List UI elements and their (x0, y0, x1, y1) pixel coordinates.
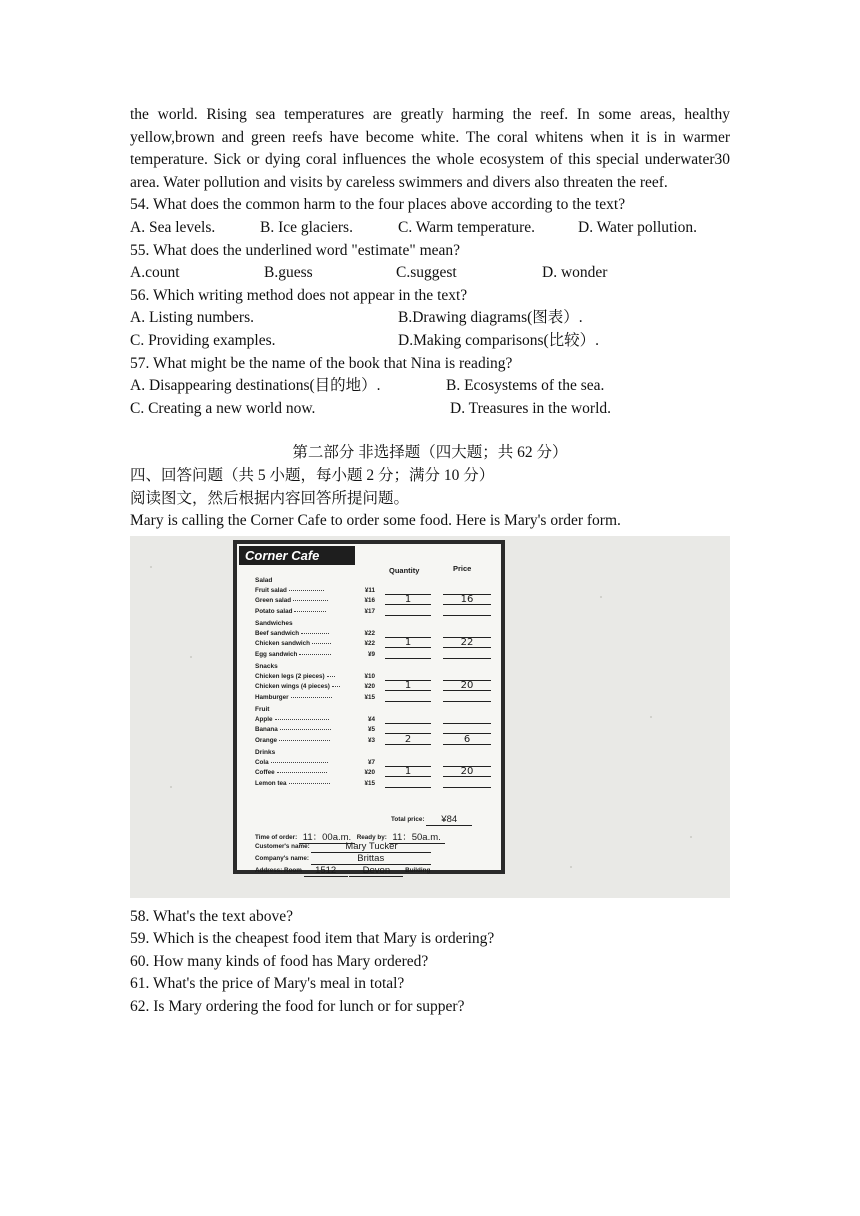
menu-item (255, 630, 375, 637)
menu-item (255, 587, 375, 594)
question-62: 62. Is Mary ordering the food for lunch or for supper? (130, 998, 465, 1016)
menu-item-name: Chicken legs (2 pieces) (255, 672, 325, 680)
option-a: A.count (130, 264, 180, 282)
option-b: B.Drawing diagrams(图表）. (398, 309, 583, 327)
option-c: C. Creating a new world now. (130, 399, 316, 417)
quantity-field: 1 (385, 767, 431, 777)
menu-item-price: ¥20 (364, 769, 375, 777)
menu-item-price: ¥4 (367, 715, 375, 723)
menu-item-price: ¥7 (367, 758, 375, 766)
total-price (391, 814, 472, 826)
order-form-card (233, 540, 505, 874)
quantity-field (385, 778, 431, 788)
menu-item-name: Orange (255, 736, 278, 744)
menu-item (255, 597, 375, 604)
menu-item (255, 694, 375, 701)
menu-item-name: Chicken wings (4 pieces) (255, 683, 330, 691)
menu-section-title: Drinks (255, 748, 276, 756)
quantity-field (385, 724, 431, 734)
menu-item-name: Banana (255, 726, 278, 734)
time-value: 11：00a.m. (299, 829, 355, 844)
menu-item (255, 759, 375, 766)
company-label: Company's name: (255, 854, 309, 862)
section-four-title: 四、回答问题（共 5 小题，每小题 2 分；满分 10 分） (130, 466, 495, 484)
menu-item (255, 683, 375, 690)
menu-item-name: Hamburger (255, 693, 289, 701)
menu-section-title: Sandwiches (255, 619, 293, 627)
question-56: 56. Which writing method does not appear in the text? (130, 286, 468, 304)
option-c: C. Warm temperature. (398, 218, 536, 236)
quantity-field: 1 (385, 681, 431, 691)
menu-section-title: Snacks (255, 662, 278, 670)
time-label: Time of order: (255, 833, 298, 841)
passage-paragraph: the world. Rising sea temperatures are greatly harming the reef. In some areas, healthy yellow,brown and green reefs have become white. The coral whitens when it is in warmer temperature. Sick or dying coral influences the whole ecosystem of this special underwater30 area. Water pollution and visits by careless swimmers and divers also threaten the reef. (130, 106, 730, 191)
price-field: 20 (443, 681, 491, 691)
price-field (443, 671, 491, 681)
options-57-row2 (130, 398, 730, 421)
company-value: Brittas (311, 853, 431, 865)
ready-label: Ready by: (356, 833, 387, 841)
price-field (443, 649, 491, 659)
menu-section-title: Salad (255, 576, 273, 584)
option-a: A. Sea levels. (130, 218, 216, 236)
quantity-field (385, 585, 431, 595)
price-header: Price (453, 563, 472, 573)
menu-item (255, 651, 375, 658)
menu-item-price: ¥20 (364, 683, 375, 691)
option-c: C.suggest (396, 264, 457, 282)
menu-item-price: ¥9 (367, 650, 375, 658)
option-b: B. Ice glaciers. (260, 218, 353, 236)
price-field (443, 757, 491, 767)
menu-item-price: ¥11 (364, 586, 375, 594)
question-61: 61. What's the price of Mary's meal in total? (130, 975, 405, 993)
menu-item-price: ¥17 (364, 607, 375, 615)
menu-item (255, 608, 375, 615)
menu-item-name: Potato salad (255, 607, 293, 615)
address-row (255, 865, 430, 877)
menu-item-price: ¥16 (364, 597, 375, 605)
options-54 (130, 217, 730, 240)
price-field (443, 724, 491, 734)
question-54: 54. What does the common harm to the four places above according to the text? (130, 196, 626, 214)
quantity-field (385, 628, 431, 638)
option-d: D.Making comparisons(比较）. (398, 331, 600, 349)
price-field (443, 714, 491, 724)
exam-page (130, 104, 730, 1019)
quantity-field (385, 671, 431, 681)
building-label: Building (405, 866, 431, 874)
question-57: 57. What might be the name of the book that Nina is reading? (130, 354, 513, 372)
price-field (443, 628, 491, 638)
total-price-value: ¥84 (426, 814, 472, 826)
quantity-field (385, 757, 431, 767)
question-55: 55. What does the underlined word "estimate" mean? (130, 241, 461, 259)
option-b: B.guess (264, 264, 313, 282)
menu-item (255, 780, 375, 787)
menu-item (255, 726, 375, 733)
menu-item-price: ¥5 (367, 726, 375, 734)
menu-item (255, 640, 375, 647)
room-value: 1512 (304, 865, 348, 877)
quantity-field: 2 (385, 735, 431, 745)
menu-item-name: Lemon tea (255, 779, 287, 787)
menu-item-name: Beef sandwich (255, 629, 300, 637)
quantity-field (385, 692, 431, 702)
menu-item-name: Fruit salad (255, 586, 287, 594)
options-55 (130, 262, 730, 285)
quantity-header: Quantity (389, 565, 420, 575)
menu-item-price: ¥22 (364, 629, 375, 637)
menu-item (255, 716, 375, 723)
price-field: 20 (443, 767, 491, 777)
customer-row (255, 841, 431, 853)
option-a: A. Disappearing destinations(目的地）. (130, 377, 381, 395)
building-value: Devon (349, 865, 403, 877)
menu-item-name: Cola (255, 758, 269, 766)
menu-item-name: Coffee (255, 769, 275, 777)
options-57-row1 (130, 375, 730, 398)
intro-text: Mary is calling the Corner Cafe to order some food. Here is Mary's order form. (130, 512, 621, 530)
part-two-title: 第二部分 非选择题（四大题；共 62 分） (292, 444, 568, 462)
quantity-field: 1 (385, 595, 431, 605)
menu-item-price: ¥3 (367, 736, 375, 744)
cafe-title: Corner Cafe (239, 546, 355, 565)
quantity-field (385, 606, 431, 616)
menu-item (255, 769, 375, 776)
price-field (443, 692, 491, 702)
question-58: 58. What's the text above? (130, 907, 294, 925)
price-field: 6 (443, 735, 491, 745)
option-d: D. Water pollution. (578, 218, 698, 236)
price-field (443, 778, 491, 788)
option-a: A. Listing numbers. (130, 309, 254, 327)
quantity-field: 1 (385, 638, 431, 648)
options-56-row2 (130, 330, 730, 353)
menu-item-price: ¥10 (364, 672, 375, 680)
menu-item-name: Egg sandwich (255, 650, 298, 658)
menu-item-name: Chicken sandwich (255, 640, 310, 648)
price-field: 22 (443, 638, 491, 648)
option-b: B. Ecosystems of the sea. (446, 377, 605, 395)
menu-item (255, 737, 375, 744)
menu-item-name: Green salad (255, 597, 292, 605)
ready-value: 11：50a.m. (389, 829, 445, 844)
instruction-text: 阅读图文，然后根据内容回答所提问题。 (130, 489, 410, 507)
menu-section-title: Fruit (255, 705, 270, 713)
options-56-row1 (130, 307, 730, 330)
order-form-image (130, 536, 730, 898)
customer-label: Customer's name: (255, 842, 310, 850)
option-d: D. Treasures in the world. (450, 399, 612, 417)
option-d: D. wonder (542, 264, 608, 282)
address-label: Address: Room (255, 866, 302, 874)
total-price-label: Total price: (391, 815, 425, 823)
price-field (443, 585, 491, 595)
menu-item-name: Apple (255, 715, 273, 723)
price-field: 16 (443, 595, 491, 605)
company-row (255, 853, 431, 865)
menu-item (255, 673, 375, 680)
question-59: 59. Which is the cheapest food item that Mary is ordering? (130, 930, 495, 948)
price-field (443, 606, 491, 616)
menu-item-price: ¥22 (364, 640, 375, 648)
quantity-field (385, 714, 431, 724)
quantity-field (385, 649, 431, 659)
customer-value: Mary Tucker (311, 841, 431, 853)
menu-item-price: ¥15 (364, 779, 375, 787)
question-60: 60. How many kinds of food has Mary ordered? (130, 952, 429, 970)
menu-item-price: ¥15 (364, 693, 375, 701)
option-c: C. Providing examples. (130, 331, 276, 349)
